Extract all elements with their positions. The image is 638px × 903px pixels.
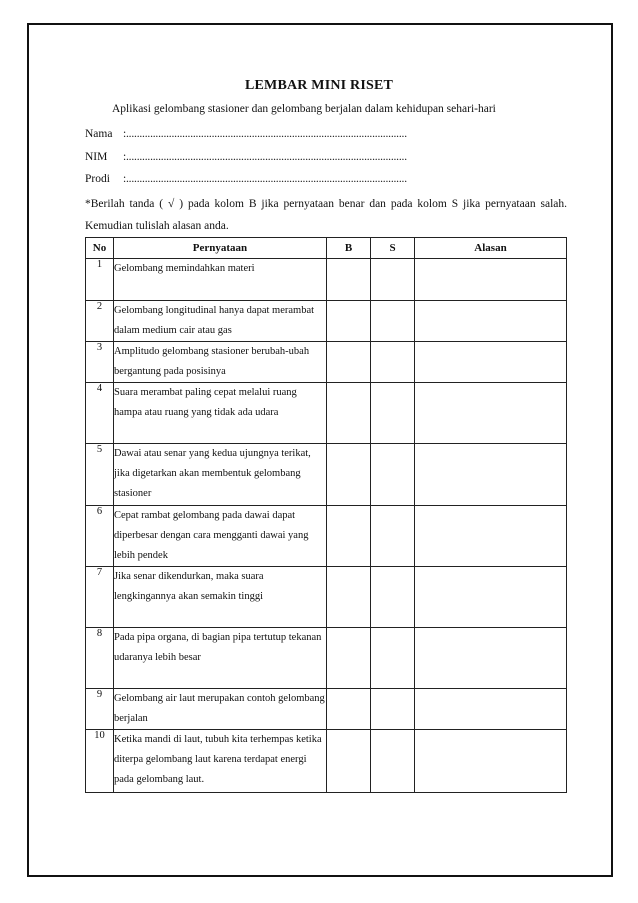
row-number: 9 (86, 689, 114, 730)
row-statement: Jika senar dikendurkan, maka suara lengkingannya akan semakin tinggi (114, 567, 327, 628)
statement-table (85, 237, 567, 793)
table-row (86, 301, 567, 342)
check-b-cell[interactable] (327, 444, 371, 506)
reason-cell[interactable] (415, 383, 567, 444)
row-number: 10 (86, 730, 114, 793)
reason-cell[interactable] (415, 567, 567, 628)
reason-cell[interactable] (415, 342, 567, 383)
table-row (86, 730, 567, 793)
table-row (86, 628, 567, 689)
reason-cell[interactable] (415, 730, 567, 793)
nim-label: NIM (85, 151, 108, 163)
row-number: 1 (86, 259, 114, 301)
table-header-row (86, 238, 567, 259)
reason-cell[interactable] (415, 689, 567, 730)
check-b-cell[interactable] (327, 628, 371, 689)
header-b: B (327, 238, 371, 259)
reason-cell[interactable] (415, 444, 567, 506)
page-subtitle: Aplikasi gelombang stasioner dan gelombang berjalan dalam kehidupan sehari-hari (112, 103, 496, 115)
name-label: Nama (85, 128, 113, 140)
nim-field (85, 151, 407, 163)
check-b-cell[interactable] (327, 506, 371, 567)
header-statement: Pernyataan (114, 238, 327, 259)
reason-cell[interactable] (415, 628, 567, 689)
check-s-cell[interactable] (371, 567, 415, 628)
prodi-field (85, 173, 407, 185)
name-blank: :......................................................................................................... (123, 128, 407, 140)
header-s: S (371, 238, 415, 259)
table-row (86, 342, 567, 383)
prodi-label: Prodi (85, 173, 110, 185)
row-statement: Cepat rambat gelombang pada dawai dapat diperbesar dengan cara mengganti dawai yang lebih pendek (114, 506, 327, 567)
check-s-cell[interactable] (371, 730, 415, 793)
row-number: 2 (86, 301, 114, 342)
row-statement: Dawai atau senar yang kedua ujungnya terikat, jika digetarkan akan membentuk gelombang stasioner (114, 444, 327, 506)
check-s-cell[interactable] (371, 301, 415, 342)
check-s-cell[interactable] (371, 506, 415, 567)
row-number: 8 (86, 628, 114, 689)
check-b-cell[interactable] (327, 342, 371, 383)
check-s-cell[interactable] (371, 259, 415, 301)
check-s-cell[interactable] (371, 689, 415, 730)
check-s-cell[interactable] (371, 444, 415, 506)
row-statement: Amplitudo gelombang stasioner berubah-ubah bergantung pada posisinya (114, 342, 327, 383)
row-number: 3 (86, 342, 114, 383)
row-number: 4 (86, 383, 114, 444)
check-b-cell[interactable] (327, 567, 371, 628)
header-reason: Alasan (415, 238, 567, 259)
reason-cell[interactable] (415, 506, 567, 567)
check-b-cell[interactable] (327, 259, 371, 301)
header-no: No (86, 238, 114, 259)
table-row (86, 259, 567, 301)
check-b-cell[interactable] (327, 730, 371, 793)
table-row (86, 506, 567, 567)
check-b-cell[interactable] (327, 383, 371, 444)
prodi-blank: :......................................................................................................... (123, 173, 407, 185)
check-b-cell[interactable] (327, 301, 371, 342)
row-number: 6 (86, 506, 114, 567)
row-statement: Ketika mandi di laut, tubuh kita terhempas ketika diterpa gelombang laut karena terdapat energi pada gelombang laut. (114, 730, 327, 793)
row-statement: Pada pipa organa, di bagian pipa tertutup tekanan udaranya lebih besar (114, 628, 327, 689)
table-row (86, 444, 567, 506)
check-s-cell[interactable] (371, 628, 415, 689)
table-row (86, 689, 567, 730)
nim-blank: :......................................................................................................... (123, 151, 407, 163)
page-title: LEMBAR MINI RISET (244, 78, 394, 93)
instruction-text: *Berilah tanda ( √ ) pada kolom B jika pernyataan benar dan pada kolom S jika pernyataan salah. Kemudian tulislah alasan anda. (85, 198, 567, 232)
row-statement: Gelombang longitudinal hanya dapat merambat dalam medium cair atau gas (114, 301, 327, 342)
check-s-cell[interactable] (371, 383, 415, 444)
reason-cell[interactable] (415, 301, 567, 342)
table-row (86, 567, 567, 628)
row-number: 5 (86, 444, 114, 506)
row-statement: Gelombang memindahkan materi (114, 259, 327, 301)
name-field (85, 128, 407, 140)
check-s-cell[interactable] (371, 342, 415, 383)
check-b-cell[interactable] (327, 689, 371, 730)
row-statement: Gelombang air laut merupakan contoh gelombang berjalan (114, 689, 327, 730)
row-number: 7 (86, 567, 114, 628)
reason-cell[interactable] (415, 259, 567, 301)
table-row (86, 383, 567, 444)
row-statement: Suara merambat paling cepat melalui ruang hampa atau ruang yang tidak ada udara (114, 383, 327, 444)
